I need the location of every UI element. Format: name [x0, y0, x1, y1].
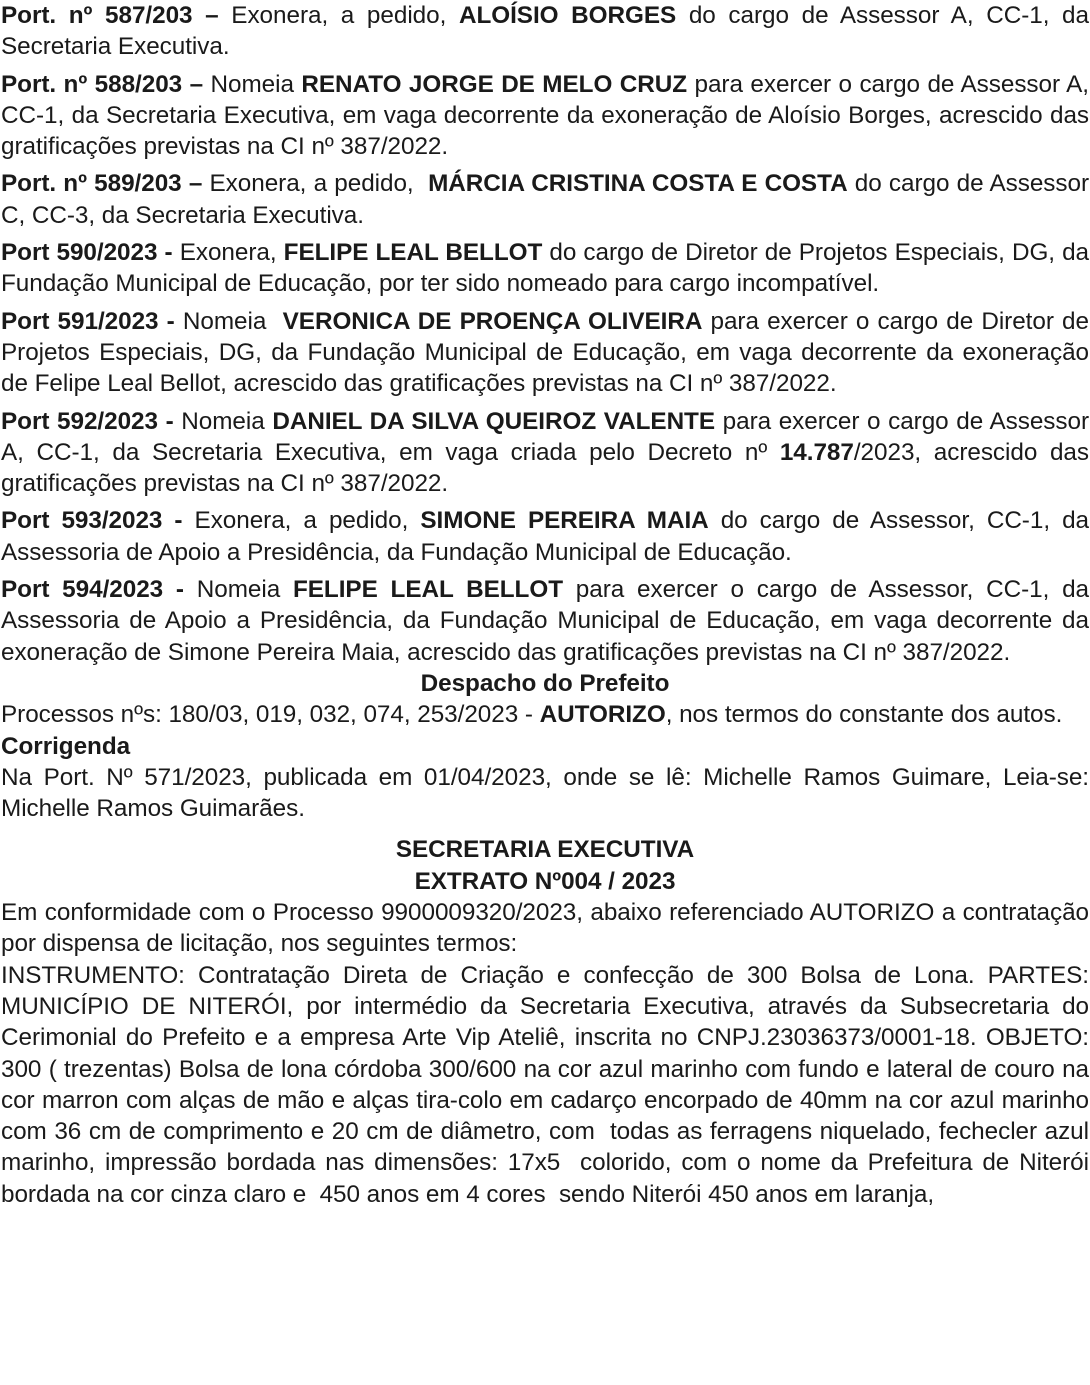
portaria-594 [0, 574, 1090, 668]
portaria-id: Port 592/2023 - [1, 407, 174, 435]
portaria-person-name: SIMONE PEREIRA MAIA [420, 507, 709, 535]
portaria-text: Exonera, [172, 239, 284, 267]
portaria-text: do cargo de Diretor de Projetos Especiais, DG, da Fundação Municipal de Educação, por ter sido nomeado para cargo incompatível. [1, 239, 1090, 298]
portaria-person-name: MÁRCIA CRISTINA COSTA E COSTA [428, 170, 848, 198]
portaria-text: para exercer o cargo de Assessor A, CC-1, da Secretaria Executiva, em vaga decorrente da exoneração de Aloísio Borges, acrescido das gratificações previstas na CI nº 387/2022. [1, 70, 1089, 161]
portaria-id: Port 590/2023 - [1, 239, 173, 267]
despacho-heading: Despacho do Prefeito [420, 669, 670, 697]
portaria-person-name: FELIPE LEAL BELLOT [292, 576, 563, 604]
portaria-person-name: VERONICA DE PROENÇA OLIVEIRA [282, 307, 703, 335]
corrigenda-text: Na Port. Nº 571/2023, publicada em 01/04/2023, onde se lê: Michelle Ramos Guimare, Leia-se: Michelle Ramos Guimarães. [1, 763, 1089, 823]
portaria-id: Port. nº 587/203 – [1, 2, 219, 29]
portaria-person-name: DANIEL DA SILVA QUEIROZ VALENTE [272, 407, 716, 435]
portaria-text: para exercer o cargo de Diretor de Projetos Especiais, DG, da Fundação Municipal de Educação, em vaga decorrente da exoneração de Felipe Leal Bellot, acrescido das gratificações previstas na CI nº 387/2022. [1, 307, 1089, 398]
portaria-text: Exonera, a pedido, [182, 507, 421, 535]
portaria-590 [0, 237, 1090, 300]
extrato-body: INSTRUMENTO: Contratação Direta de Criação e confecção de 300 Bolsa de Lona. PARTES: MUNICÍPIO DE NITERÓI, por intermédio da Secretaria Executiva, através da Subsecretaria do Cerimonial do Prefeito e a empresa Arte Vip Ateliê, inscrita no CNPJ.23036373/0001-18. OBJETO: 300 ( trezentas) Bolsa de lona córdoba 300/600 na cor azul marinho com fundo e lateral de couro na cor marron com alças de mão e alças tira-colo em cadarço encorpado de 40mm na cor azul marinho com 36 cm de comprimento e 20 cm de diâmetro, com todas as ferragens niquelado, fechecler azul marinho, impressão bordada nas dimensões: 17x5 colorido, com o nome da Prefeitura de Niterói bordada na cor cinza claro e 450 anos em 4 cores sendo Niterói 450 anos em laranja, [1, 961, 1089, 1208]
secretaria-heading: SECRETARIA EXECUTIVA [395, 836, 695, 864]
portaria-id: Port 593/2023 - [1, 507, 183, 535]
portaria-text: Nomeia [183, 576, 293, 604]
corrigenda-heading: Corrigenda [1, 732, 131, 760]
extrato-heading: EXTRATO Nº004 / 2023 [414, 867, 676, 895]
portaria-text: Nomeia [173, 407, 273, 435]
portaria-person-name: FELIPE LEAL BELLOT [283, 239, 543, 267]
portaria-text: para exercer o cargo de Assessor, CC-1, da Assessoria de Apoio a Presidência, da Fundação Municipal de Educação, em vaga decorrente da exoneração de Simone Pereira Maia, acrescido das gratificações previstas na CI nº 387/2022. [1, 576, 1090, 666]
portaria-id: Port 594/2023 - [1, 576, 184, 604]
section-spacer [0, 824, 1090, 834]
portaria-text: Exonera, a pedido, [202, 170, 429, 198]
portaria-592 [0, 406, 1090, 500]
portaria-id: Port. nº 588/203 – [1, 70, 204, 98]
portaria-text: Exonera, a pedido, [218, 2, 459, 29]
despacho-text [0, 699, 1090, 730]
portaria-person-name: RENATO JORGE DE MELO CRUZ [301, 70, 688, 98]
portaria-text: Nomeia [203, 70, 302, 98]
portaria-text: do cargo de Assessor A, CC-1, da Secretaria Executiva. [1, 2, 1089, 61]
decree-number: 14.787 [779, 438, 854, 466]
portaria-id: Port 591/2023 - [1, 307, 175, 335]
portaria-text: do cargo de Assessor, CC-1, da Assessoria de Apoio a Presidência, da Fundação Municipal de Educação. [1, 507, 1089, 566]
portaria-person-name: ALOÍSIO BORGES [458, 2, 677, 29]
portaria-text: do cargo de Assessor C, CC-3, da Secretaria Executiva. [1, 170, 1089, 229]
portaria-589 [0, 168, 1090, 231]
despacho-processos: Processos nºs: 180/03, 019, 032, 074, 253/2023 - [1, 701, 540, 729]
portaria-text: Nomeia [174, 307, 283, 335]
portaria-id: Port. nº 589/203 – [1, 170, 203, 198]
portaria-text: /2023, acrescido das gratificações previstas na CI nº 387/2022. [1, 438, 1089, 498]
portaria-text: para exercer o cargo de Assessor A, CC-1, da Secretaria Executiva, em vaga criada pelo Decreto nº [1, 407, 1089, 466]
portaria-587 [0, 0, 1090, 63]
extrato-intro: Em conformidade com o Processo 9900009320/2023, abaixo referenciado AUTORIZO a contratação por dispensa de licitação, nos seguintes termos: [1, 899, 1089, 958]
despacho-text-tail: , nos termos do constante dos autos. [665, 701, 1063, 729]
portaria-593 [0, 505, 1090, 568]
portaria-588 [0, 69, 1090, 163]
portaria-591 [0, 306, 1090, 400]
despacho-autorizo: AUTORIZO [539, 701, 666, 729]
